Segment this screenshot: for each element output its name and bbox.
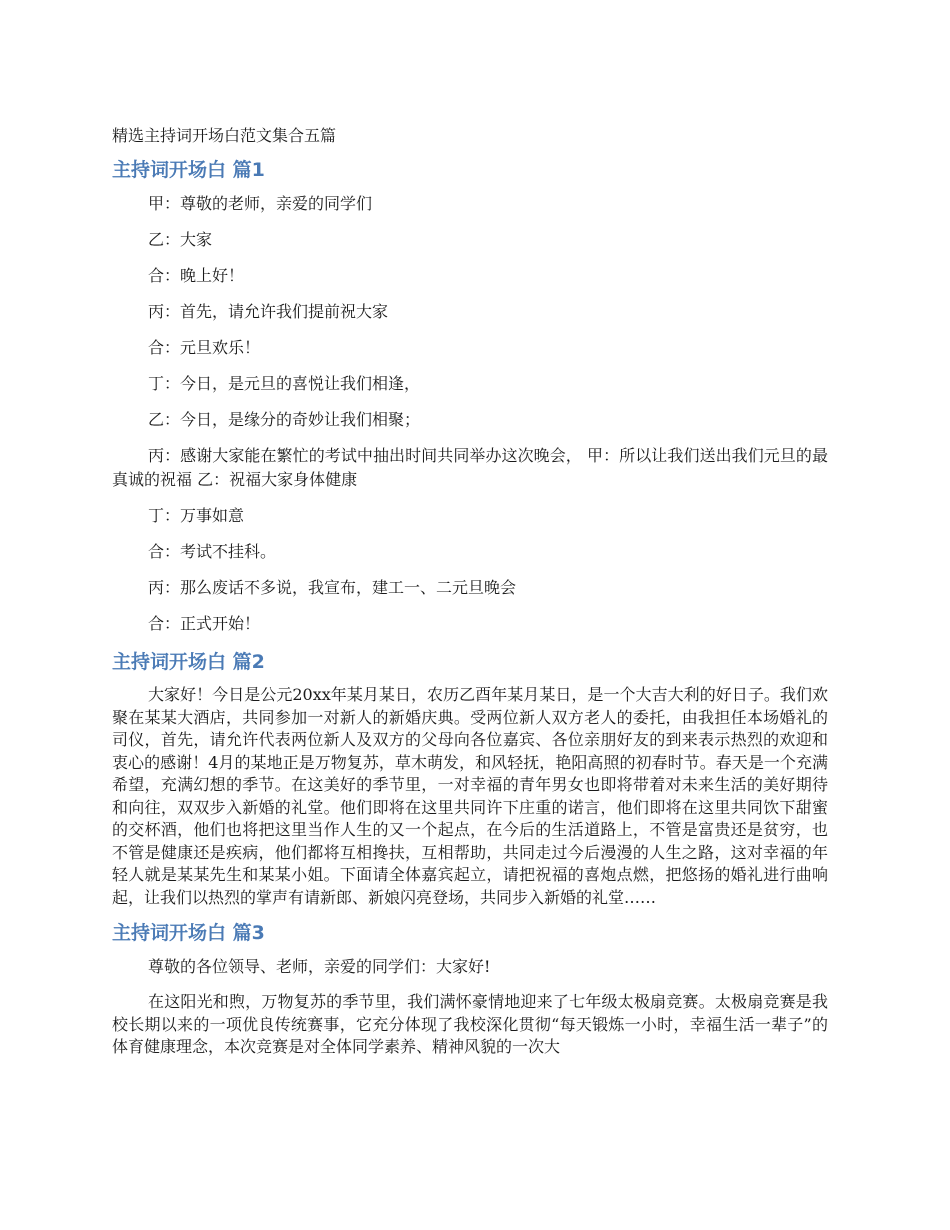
section-heading: 主持词开场白 篇3 — [112, 922, 265, 944]
paragraph: 丁：今日，是元旦的喜悦让我们相逢， — [148, 374, 421, 393]
paragraph: 合：考试不挂科。 — [148, 542, 277, 561]
section-2 — [112, 648, 828, 909]
paragraph: 甲：尊敬的老师，亲爱的同学们 — [148, 194, 373, 213]
paragraph: 乙：今日，是缘分的奇妙让我们相聚； — [148, 410, 421, 429]
paragraph: 乙：大家 — [148, 230, 213, 249]
paragraph: 丙：那么废话不多说，我宣布，建工一、二元旦晚会 — [148, 578, 517, 597]
paragraph: 丙：首先，请允许我们提前祝大家 — [148, 302, 389, 321]
section-3 — [112, 919, 828, 1059]
section-1 — [112, 156, 828, 636]
paragraph: 合：正式开始！ — [148, 614, 261, 633]
paragraph: 丙：感谢大家能在繁忙的考试中抽出时间共同举办这次晚会， 甲：所以让我们送出我们元旦的最真诚的祝福 乙：祝福大家身体健康 — [112, 446, 828, 489]
section-heading: 主持词开场白 篇2 — [112, 651, 265, 673]
paragraph: 丁：万事如意 — [148, 506, 245, 525]
paragraph: 尊敬的各位领导、老师，亲爱的同学们：大家好! — [148, 957, 491, 976]
document-page — [112, 122, 828, 1069]
document-title: 精选主持词开场白范文集合五篇 — [112, 126, 337, 145]
paragraph: 合：晚上好！ — [148, 266, 245, 285]
paragraph: 合：元旦欢乐！ — [148, 338, 261, 357]
paragraph: 大家好！今日是公元20xx年某月某日，农历乙酉年某月某日，是一个大吉大利的好日子。我们欢聚在某某大酒店，共同参加一对新人的新婚庆典。受两位新人双方老人的委托，由我担任本场婚礼的司仪，首先，请允许代表两位新人及双方的父母向各位嘉宾、各位亲朋好友的到来表示热烈的欢迎和衷心的感谢！4月的某地正是万物复苏，草木萌发，和风轻抚，艳阳高照的初春时节。春天是一个充满希望，充满幻想的季节。在这美好的季节里，一对幸福的青年男女也即将带着对未来生活的美好期待和向往，双双步入新婚的礼堂。他们即将在这里共同许下庄重的诺言，他们即将在这里共同饮下甜蜜的交杯酒，他们也将把这里当作人生的又一个起点，在今后的生活道路上，不管是富贵还是贫穷，也不管是健康还是疾病，他们都将互相搀扶，互相帮助，共同走过今后漫漫的人生之路，这对幸福的年轻人就是某某先生和某某小姐。下面请全体嘉宾起立，请把祝福的喜炮点燃，把悠扬的婚礼进行曲响起，让我们以热烈的掌声有请新郎、新娘闪亮登场，共同步入新婚的礼堂…… — [112, 685, 828, 907]
paragraph: 在这阳光和煦，万物复苏的季节里，我们满怀豪情地迎来了七年级太极扇竞赛。太极扇竞赛是我校长期以来的一项优良传统赛事，它充分体现了我校深化贯彻“每天锻炼一小时，幸福生活一辈子”的体育健康理念，本次竞赛是对全体同学素养、精神风貌的一次大 — [112, 992, 828, 1056]
section-heading: 主持词开场白 篇1 — [112, 159, 265, 181]
